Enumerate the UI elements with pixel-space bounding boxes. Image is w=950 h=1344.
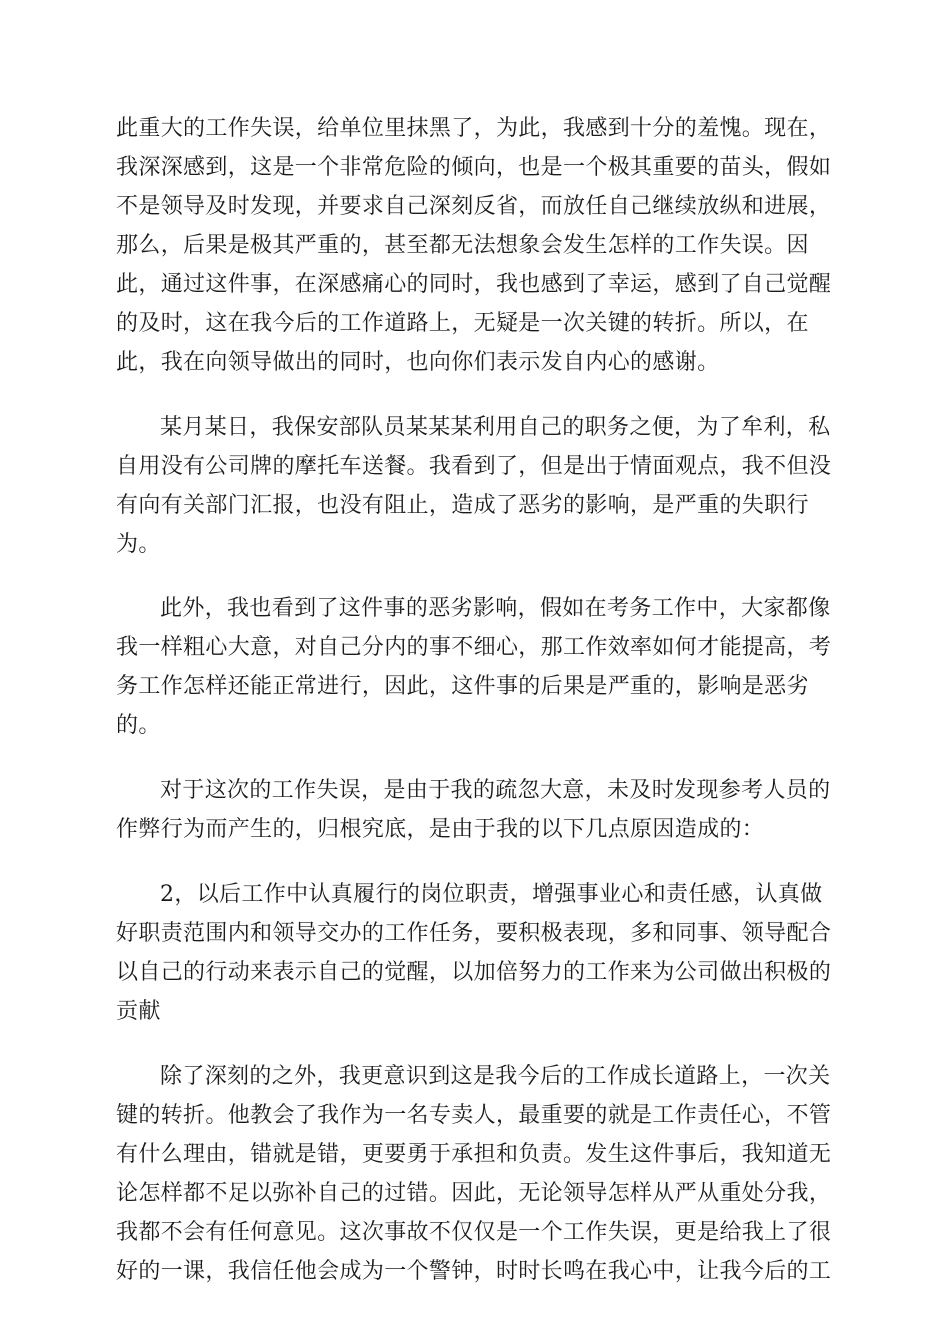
text-line: 2，以后工作中认真履行的岗位职责，增强事业心和责任感，认真做: [160, 882, 823, 907]
text-line: 好职责范围内和领导交办的工作任务，要积极表现，多和同事、领导配合: [116, 921, 832, 946]
text-line: 好的一课，我信任他会成为一个警钟，时时长鸣在我心中，让我今后的工: [116, 1259, 832, 1284]
text-line: 此，我在向领导做出的同时，也向你们表示发自内心的感谢。: [116, 350, 720, 375]
text-line: 的及时，这在我今后的工作道路上，无疑是一次关键的转折。所以，在: [116, 311, 809, 336]
text-line: 我一样粗心大意，对自己分内的事不细心，那工作效率如何才能提高，考: [116, 635, 832, 660]
text-line: 此重大的工作失误，给单位里抹黑了，为此，我感到十分的羞愧。现在，: [116, 116, 832, 141]
text-line: 论怎样都不足以弥补自己的过错。因此，无论领导怎样从严从重处分我，: [116, 1181, 832, 1206]
text-line: 此，通过这件事，在深感痛心的同时，我也感到了幸运，感到了自己觉醒: [116, 272, 832, 297]
text-line: 某月某日，我保安部队员某某某利用自己的职务之便，为了牟利，私: [160, 415, 831, 440]
text-line: 有向有关部门汇报，也没有阻止，造成了恶劣的影响，是严重的失职行: [116, 493, 809, 518]
text-line: 的。: [116, 713, 161, 738]
text-line: 除了深刻的之外，我更意识到这是我今后的工作成长道路上，一次关: [160, 1064, 831, 1089]
text-line: 自用没有公司牌的摩托车送餐。我看到了，但是出于情面观点，我不但没: [116, 454, 832, 479]
text-line: 我深深感到，这是一个非常危险的倾向，也是一个极其重要的苗头，假如: [116, 155, 832, 180]
text-line: 有什么理由，错就是错，更要勇于承担和负责。发生这件事后，我知道无: [116, 1142, 832, 1167]
text-line: 以自己的行动来表示自己的觉醒，以加倍努力的工作来为公司做出积极的: [116, 960, 832, 985]
text-line: 此外，我也看到了这件事的恶劣影响，假如在考务工作中，大家都像: [160, 596, 831, 621]
text-line: 贡献: [116, 999, 161, 1024]
text-line: 那么，后果是极其严重的，甚至都无法想象会发生怎样的工作失误。因: [116, 233, 809, 258]
text-line: 不是领导及时发现，并要求自己深刻反省，而放任自己继续放纵和进展，: [116, 194, 832, 219]
text-line: 作弊行为而产生的，归根究底，是由于我的以下几点原因造成的：: [116, 817, 765, 842]
text-line: 务工作怎样还能正常进行，因此，这件事的后果是严重的，影响是恶劣: [116, 674, 809, 699]
text-line: 我都不会有任何意见。这次事故不仅仅是一个工作失误，更是给我上了很: [116, 1220, 832, 1245]
text-line: 键的转折。他教会了我作为一名专卖人，最重要的就是工作责任心，不管: [116, 1103, 832, 1128]
text-line: 为。: [116, 532, 161, 557]
text-line: 对于这次的工作失误，是由于我的疏忽大意，未及时发现参考人员的: [160, 778, 831, 803]
